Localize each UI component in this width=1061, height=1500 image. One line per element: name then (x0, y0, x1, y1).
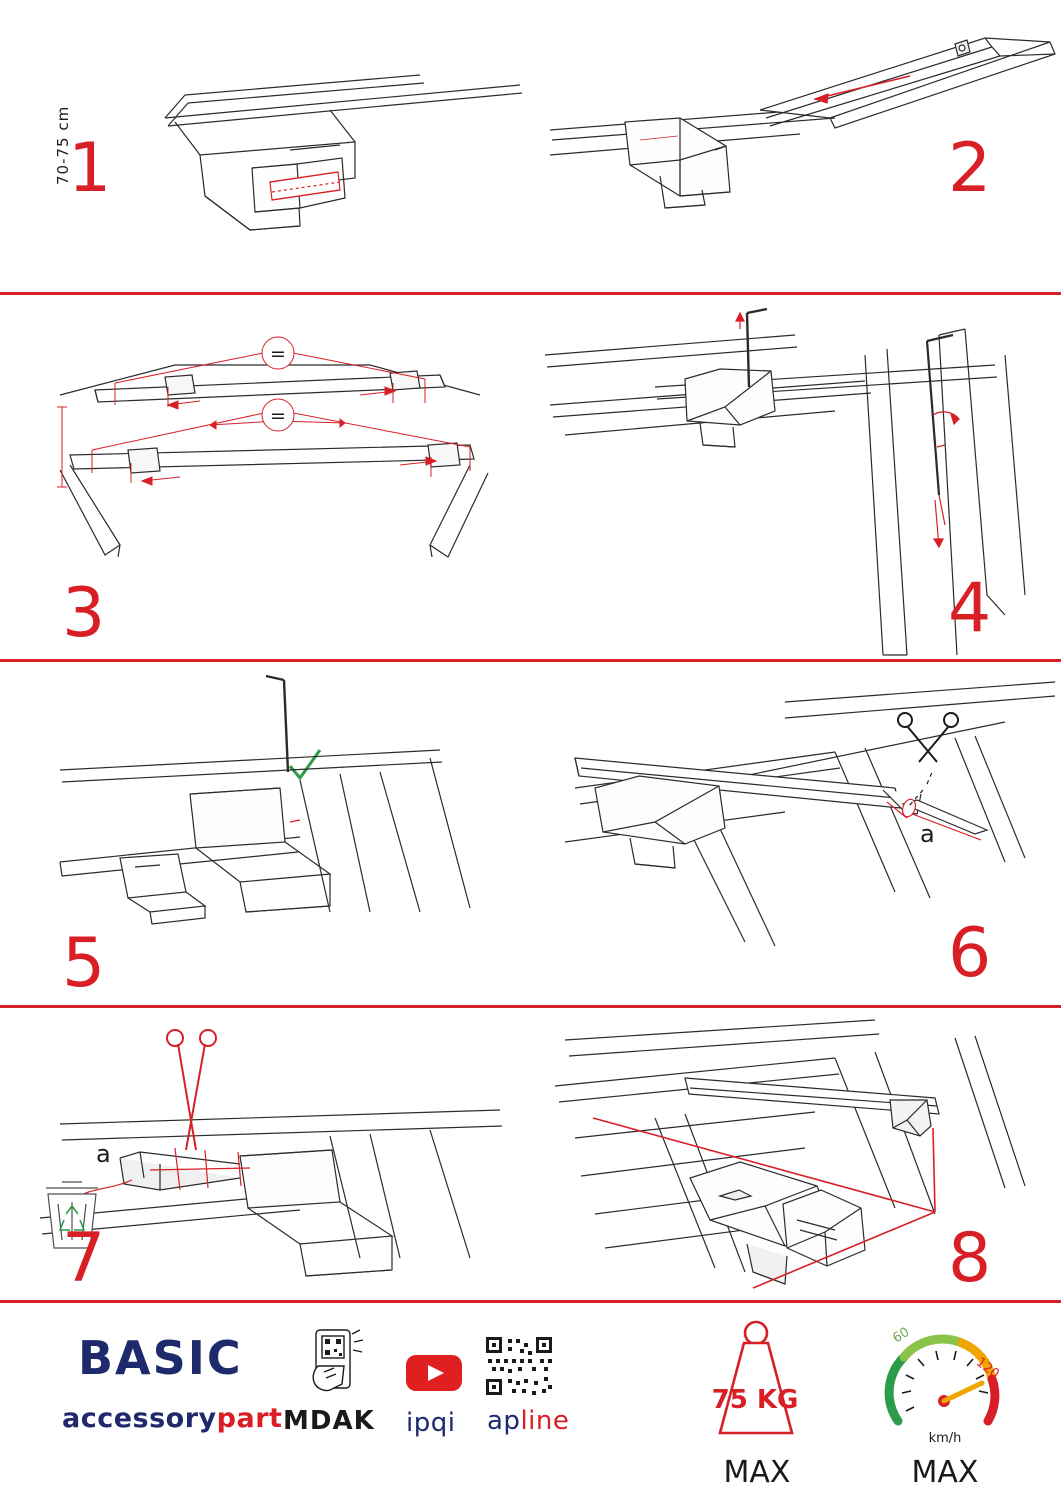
callout-a-step7: a (96, 1140, 111, 1168)
step-number-4: 4 (948, 569, 992, 648)
gauge-low-label: 60 (890, 1324, 913, 1347)
step-number-1: 1 (68, 129, 112, 208)
svg-text:=: = (270, 343, 286, 365)
brand-accessory-text: accessory (62, 1403, 217, 1434)
max-weight-label: MAX (723, 1455, 791, 1490)
brand-line-text: line (520, 1406, 570, 1436)
callout-a-step6: a (920, 820, 935, 848)
step-6-illustration (565, 682, 1055, 946)
youtube-icon[interactable] (404, 1351, 464, 1395)
speed-unit-label: km/h (928, 1431, 962, 1446)
brand-ap-text: ap (487, 1406, 521, 1436)
spacing-dimension-label: 70-75 cm (54, 105, 72, 185)
step-3-illustration (57, 337, 488, 557)
brand-part-text: part (216, 1403, 283, 1434)
step-1-illustration (165, 75, 522, 230)
step-number-5: 5 (62, 924, 106, 1003)
step-number-7: 7 (62, 1219, 106, 1298)
phone-qr-icon (300, 1326, 380, 1404)
step-number-8: 8 (948, 1219, 992, 1298)
step-number-2: 2 (948, 129, 992, 208)
weight-icon (676, 1315, 836, 1445)
max-speed-label: MAX (911, 1455, 979, 1490)
step-number-3: 3 (62, 574, 106, 653)
footer-branding-bar (0, 1303, 1061, 1500)
qr-code-icon[interactable] (484, 1335, 554, 1397)
weight-capacity-label: 75 KG (711, 1385, 799, 1415)
brand-apline-label (487, 1406, 569, 1436)
gauge-high-label: 120 (973, 1354, 1002, 1383)
step-number-6: 6 (948, 914, 992, 993)
svg-text:=: = (270, 405, 286, 427)
step-5-illustration (60, 676, 470, 924)
brand-mdak-label: MDAK (283, 1406, 375, 1436)
brand-accessorypart-logo (62, 1403, 282, 1434)
brand-ipqi-label: ipqi (406, 1408, 456, 1438)
brand-basic-logo: BASIC (78, 1331, 243, 1385)
